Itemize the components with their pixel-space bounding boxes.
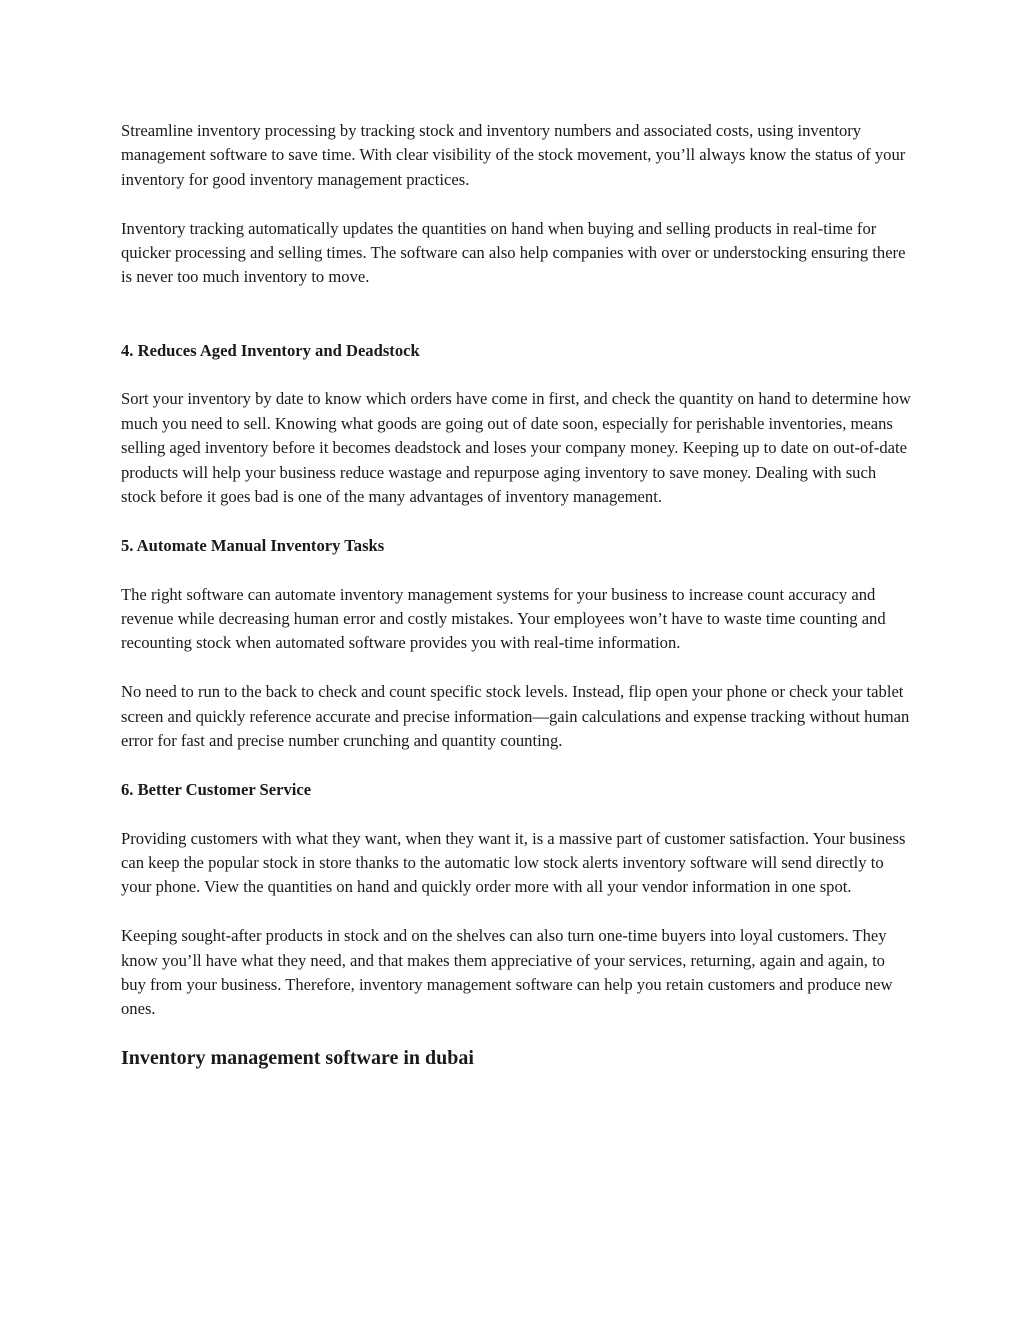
paragraph-loyal-customers: Keeping sought-after products in stock and on the shelves can also turn one-time buyers into loyal customers. They know you’ll have what they need, and that makes them appreciative of your services, returning, again and again, to buy from your business. Therefore, inventory management software can help you retain customers and produce new ones. [121,926,893,1019]
heading-automate-tasks: 5. Automate Manual Inventory Tasks [121,535,385,555]
heading-reduces-aged-inventory: 4. Reduces Aged Inventory and Deadstock [121,340,420,360]
paragraph-inventory-tracking: Inventory tracking automatically updates the quantities on hand when buying and selling products in real-time for quicker processing and selling times. The software can also help companies with over or understocking ensuring there is never too much inventory to move. [121,218,906,287]
paragraph-customer-satisfaction: Providing customers with what they want, when they want it, is a massive part of customer satisfaction. Your business can keep the popular stock in store thanks to the automatic low stock alerts inventory software will send directly to your phone. View the quantities on hand and quickly order more with all your vendor information in one spot. [121,828,906,897]
document-page [121,119,911,1072]
heading-customer-service: 6. Better Customer Service [121,779,312,799]
paragraph-stock-tracking: Streamline inventory processing by tracking stock and inventory numbers and associated costs, using inventory management software to save time. With clear visibility of the stock movement, you’ll always know the status of your inventory for good inventory management practices. [121,121,906,189]
paragraph-automate: The right software can automate inventory management systems for your business to increase count accuracy and revenue while decreasing human error and costly mistakes. Your employees won’t have to waste time counting and recounting stock when automated software provides you with real-time information. [121,584,886,653]
paragraph-aged-inventory: Sort your inventory by date to know which orders have come in first, and check the quantity on hand to determine how much you need to sell. Knowing what goods are going out of date soon, especially for perishable inventories, means selling aged inventory before it becomes deadstock and loses your company money. Keeping up to date on out-of-date products will help your business reduce wastage and repurpose aging inventory to save money. Dealing with such stock before it goes bad is one of the many advantages of inventory management. [121,389,911,507]
section-title: Inventory management software in dubai [121,1046,474,1069]
paragraph-no-need: No need to run to the back to check and count specific stock levels. Instead, flip open your phone or check your tablet screen and quickly reference accurate and precise information—gain calculations and expense tracking without human error for fast and precise number crunching and quantity counting. [121,682,910,751]
